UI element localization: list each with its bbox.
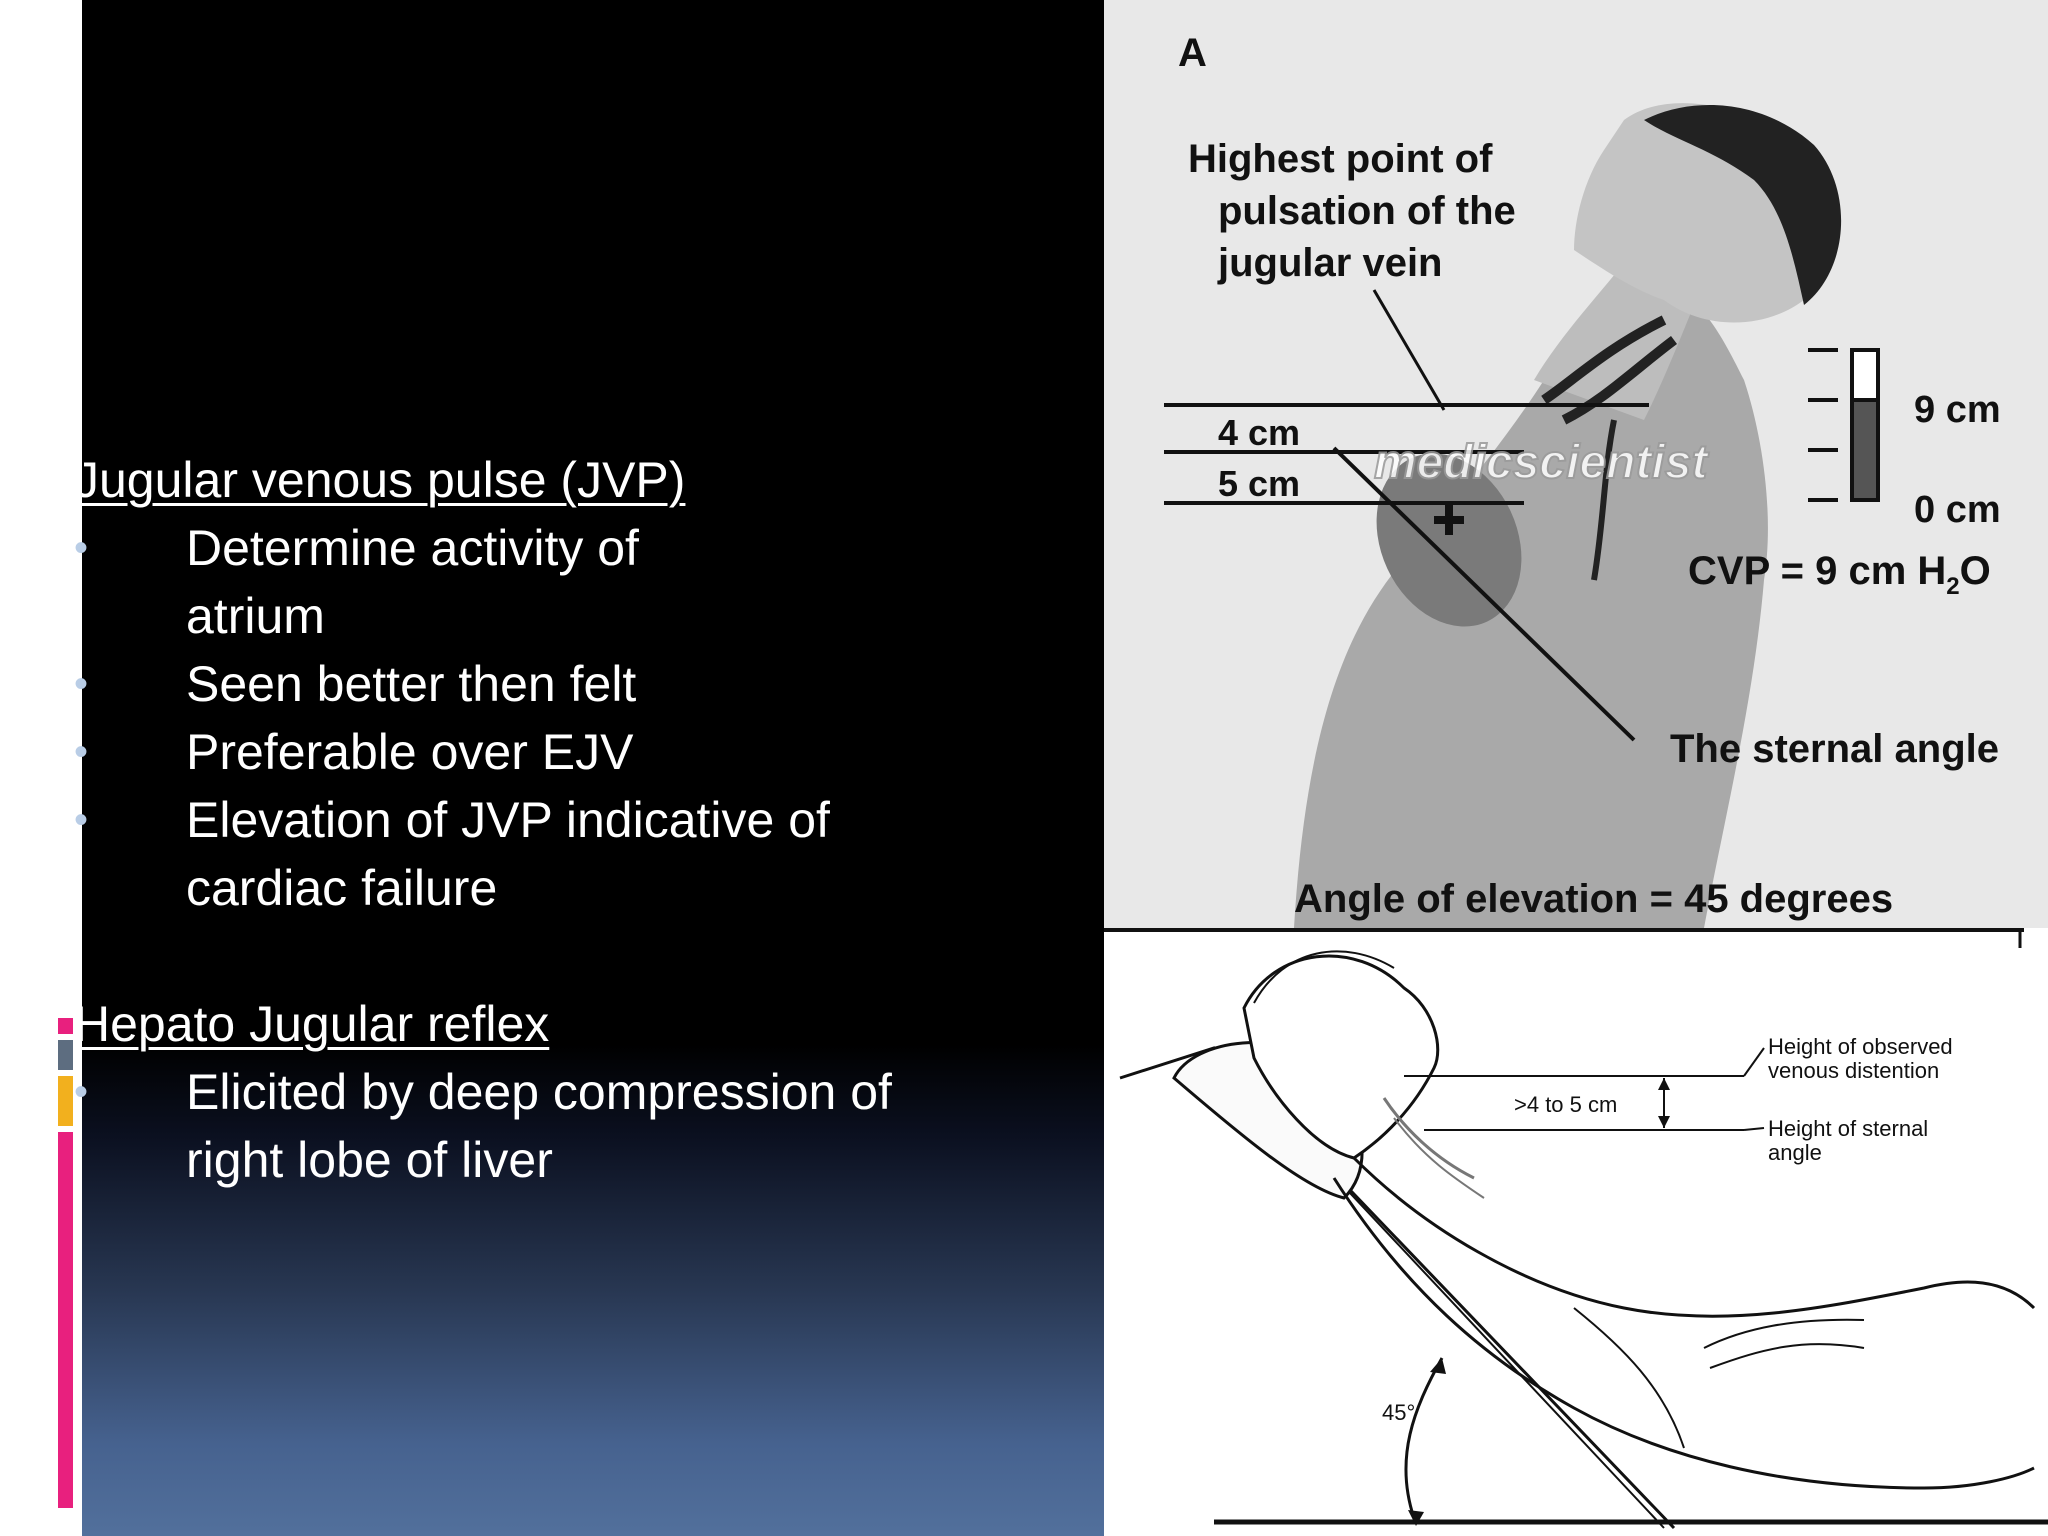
bullet-item: • Elevation of JVP indicative of cardiac failure [74, 786, 886, 922]
range-label: >4 to 5 cm [1514, 1092, 1618, 1117]
accent-bar-pink [58, 1132, 73, 1508]
bullet-item: • Preferable over EJV [74, 718, 1074, 786]
callout-line3: jugular vein [1218, 241, 1443, 285]
cvp-label: CVP = 9 cm $H_2O$ [1688, 549, 1991, 600]
watermark: medicscientist [1374, 436, 1708, 489]
decorative-lines [48, 148, 82, 234]
panel-label: A [1178, 31, 1207, 75]
section-heading-hjr: Hepato Jugular reflex [74, 996, 550, 1052]
accent-bar-pink-small [58, 1018, 73, 1034]
height-observed-line1: Height of observed [1768, 1034, 1953, 1059]
elevation-label: Angle of elevation = 45 degrees [1294, 877, 1894, 921]
bullet-item: • Determine activity of atrium [74, 514, 746, 650]
label-5cm: 5 cm [1218, 463, 1301, 504]
bullet-item: • Seen better then felt [74, 650, 1074, 718]
label-4cm: 4 cm [1218, 412, 1301, 453]
slide-content [74, 446, 1074, 1194]
height-sternal-line2: angle [1768, 1140, 1822, 1165]
hepatojugular-figure [1104, 928, 2048, 1536]
accent-bar-slate [58, 1040, 73, 1070]
sternal-angle-label: The sternal angle [1670, 727, 1999, 771]
height-sternal-line1: Height of sternal [1768, 1116, 1929, 1141]
section-heading-jvp: Jugular venous pulse (JVP) [74, 452, 686, 508]
jvp-measurement-figure [1104, 0, 2048, 928]
label-0cm: 0 cm [1914, 489, 2001, 531]
callout-line1: Highest point of [1188, 137, 1493, 181]
label-9cm: 9 cm [1914, 389, 2001, 431]
height-observed-line2: venous distention [1768, 1058, 1940, 1083]
accent-bar-gold [58, 1076, 73, 1126]
bullet-item: • Elicited by deep compression of right lobe of liver [74, 1058, 946, 1194]
angle-label: 45° [1382, 1400, 1416, 1425]
jvp-bullet-list [74, 514, 1074, 922]
hjr-bullet-list [74, 1058, 1074, 1194]
callout-line2: pulsation of the [1218, 189, 1516, 233]
